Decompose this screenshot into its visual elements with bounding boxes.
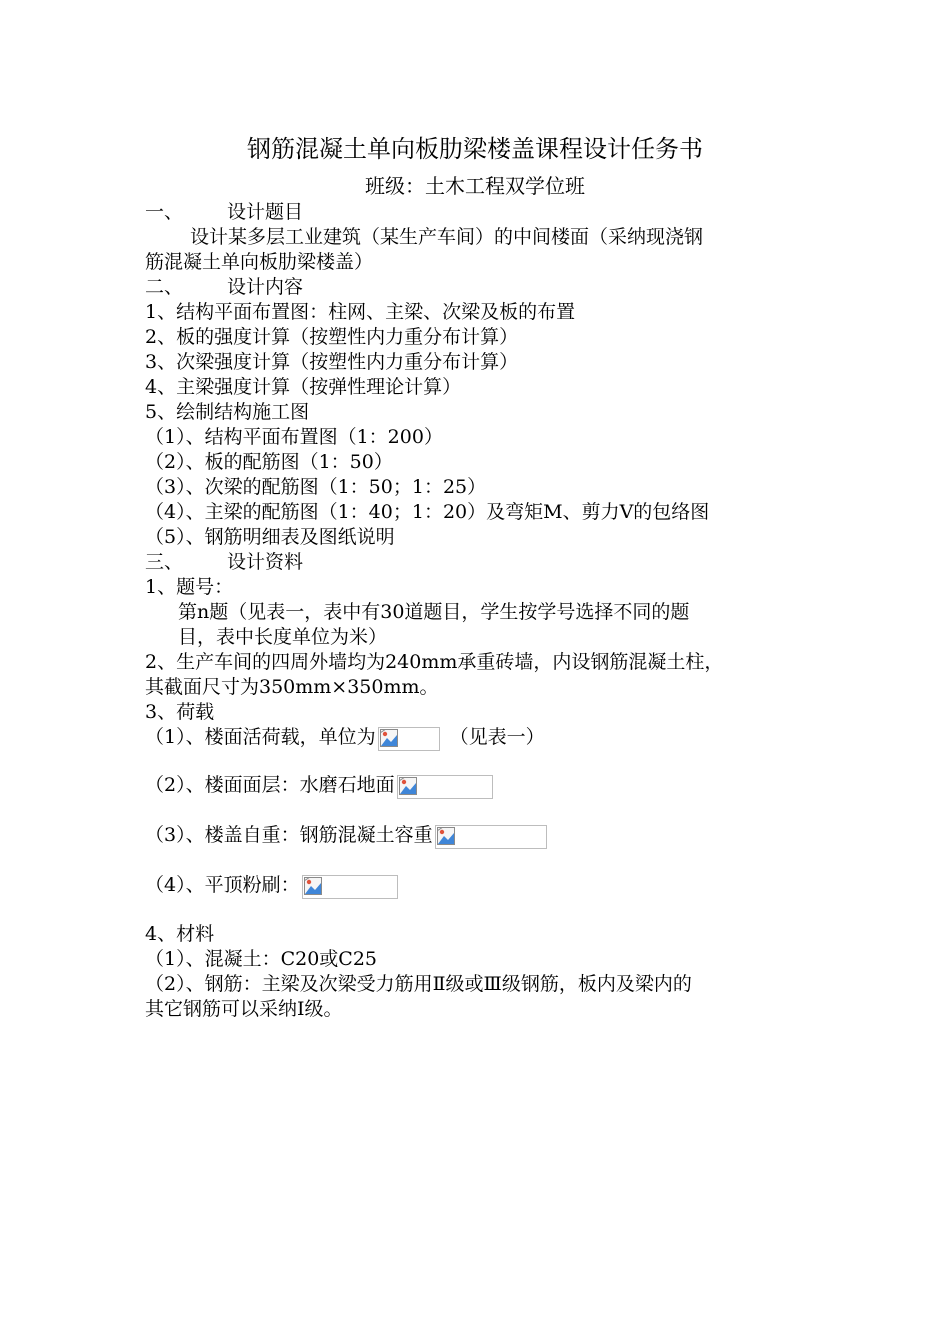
- section-2-item: （4）、主梁的配筋图（1：40；1：20）及弯矩M、剪力V的包络图: [145, 501, 710, 523]
- load-item-3-text: （3）、楼盖自重：钢筋混凝土容重: [145, 824, 433, 846]
- problem-number-body-line-1: 第n题（见表一，表中有30道题目，学生按学号选择不同的题: [178, 601, 690, 623]
- section-2-title: 设计内容: [227, 276, 304, 298]
- document-subtitle: 班级：土木工程双学位班: [365, 174, 585, 198]
- broken-image-icon: [302, 875, 398, 899]
- load-item-3: [145, 823, 547, 849]
- materials-label: 4、材料: [145, 923, 215, 945]
- section-3-title: 设计资料: [227, 551, 304, 573]
- section-1-body-line-2: 筋混凝土单向板肋梁楼盖）: [145, 251, 374, 273]
- section-2-item: 5、绘制结构施工图: [145, 401, 310, 423]
- section-1-heading: [145, 200, 303, 225]
- broken-image-icon: [397, 775, 493, 799]
- document-title: 钢筋混凝土单向板肋梁楼盖课程设计任务书: [247, 135, 703, 163]
- problem-number-label: 1、题号：: [145, 576, 234, 598]
- section-3-heading: [145, 550, 303, 575]
- section-2-heading: [145, 275, 303, 300]
- load-item-2-text: （2）、楼面面层：水磨石地面: [145, 774, 395, 796]
- material-item-2-line-2: 其它钢筋可以采纳Ⅰ级。: [145, 998, 343, 1020]
- section-1-number: 一、: [145, 201, 184, 223]
- section-3-number: 三、: [145, 551, 184, 573]
- load-item-1-text: （1）、楼面活荷载，单位为: [145, 726, 376, 748]
- section-2-item: （5）、钢筋明细表及图纸说明: [145, 526, 395, 548]
- section-1-body-line-1: 设计某多层工业建筑（某生产车间）的中间楼面（采纳现浇钢: [190, 226, 704, 248]
- broken-image-icon: [435, 825, 547, 849]
- load-item-4-text: （4）、平顶粉刷：: [145, 874, 300, 896]
- loads-label: 3、荷载: [145, 701, 215, 723]
- section-2-item: 3、次梁强度计算（按塑性内力重分布计算）: [145, 351, 519, 373]
- wall-description-line-1: 2、生产车间的四周外墙均为240mm承重砖墙，内设钢筋混凝土柱，: [145, 651, 724, 673]
- problem-number-body-line-2: 目，表中长度单位为米）: [178, 626, 388, 648]
- material-item-1: （1）、混凝土：C20或C25: [145, 948, 378, 970]
- broken-image-icon: [378, 727, 440, 751]
- section-2-item: （3）、次梁的配筋图（1：50；1：25）: [145, 476, 487, 498]
- load-item-4: [145, 873, 398, 899]
- load-item-2: [145, 773, 493, 799]
- wall-description-line-2: 其截面尺寸为350mm×350mm。: [145, 676, 439, 698]
- section-2-item: 4、主梁强度计算（按弹性理论计算）: [145, 376, 462, 398]
- section-1-title: 设计题目: [227, 201, 304, 223]
- section-2-item: 1、结构平面布置图：柱网、主梁、次梁及板的布置: [145, 301, 576, 323]
- section-2-item: （2）、板的配筋图（1：50）: [145, 451, 393, 473]
- material-item-2-line-1: （2）、钢筋：主梁及次梁受力筋用Ⅱ级或Ⅲ级钢筋，板内及梁内的: [145, 973, 692, 995]
- section-2-number: 二、: [145, 276, 184, 298]
- load-item-1: [145, 725, 545, 751]
- load-item-1-suffix: （见表一）: [449, 726, 545, 748]
- section-2-item: 2、板的强度计算（按塑性内力重分布计算）: [145, 326, 519, 348]
- section-2-item: （1）、结构平面布置图（1：200）: [145, 426, 443, 448]
